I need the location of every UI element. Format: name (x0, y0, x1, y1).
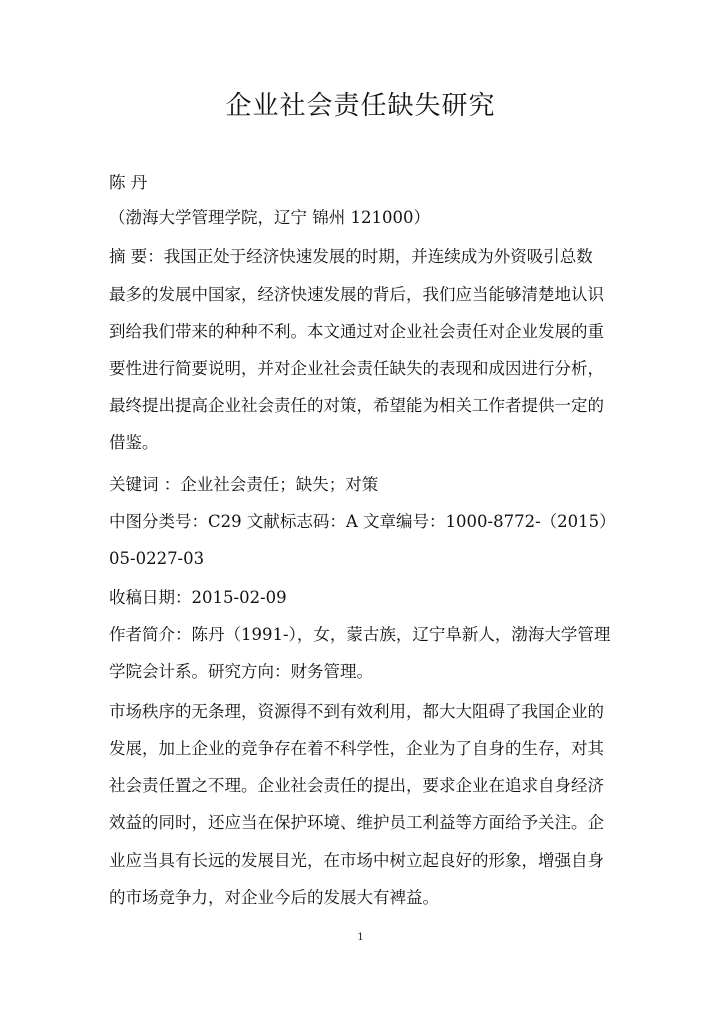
page-number: 1 (357, 932, 364, 943)
body-line: 社会责任置之不理。企业社会责任的提出，要求企业在追求自身经济 (109, 776, 604, 795)
body-line: 发展，加上企业的竞争存在着不科学性，企业为了自身的生存，对其 (109, 739, 604, 758)
abstract-line: 摘 要：我国正处于经济快速发展的时期，并连续成为外资吸引总数 (109, 247, 593, 266)
author-bio: 作者简介：陈丹（1991-），女，蒙古族，辽宁阜新人，渤海大学管理 (109, 625, 611, 644)
author-affiliation: （渤海大学管理学院，辽宁 锦州 121000） (109, 208, 430, 227)
received-date: 收稿日期：2015-02-09 (109, 588, 287, 607)
document-title: 企业社会责任缺失研究 (225, 91, 496, 121)
author-name: 陈 丹 (109, 173, 148, 192)
abstract-line: 要性进行简要说明，并对企业社会责任缺失的表现和成因进行分析， (109, 359, 604, 378)
body-line: 的市场竞争力，对企业今后的发展大有裨益。 (109, 888, 439, 907)
classification-info: 中图分类号：C29 文献标志码：A 文章编号：1000-8772-（2015） (109, 512, 616, 531)
classification-info-cont: 05-0227-03 (109, 549, 205, 568)
body-line: 市场秩序的无条理，资源得不到有效利用，都大大阻碍了我国企业的 (109, 702, 604, 721)
abstract-line: 最终提出提高企业社会责任的对策，希望能为相关工作者提供一定的 (109, 396, 604, 415)
keywords: 关键词 ：企业社会责任；缺失；对策 (109, 475, 379, 494)
author-bio-cont: 学院会计系。研究方向：财务管理。 (109, 662, 373, 681)
abstract-line: 到给我们带来的种种不利。本文通过对企业社会责任对企业发展的重 (109, 322, 604, 341)
abstract-line: 最多的发展中国家，经济快速发展的背后，我们应当能够清楚地认识 (109, 285, 604, 304)
body-line: 效益的同时，还应当在保护环境、维护员工利益等方面给予关注。企 (109, 813, 604, 832)
body-line: 业应当具有长远的发展目光，在市场中树立起良好的形象，增强自身 (109, 851, 604, 870)
abstract-line: 借鉴。 (109, 433, 159, 452)
